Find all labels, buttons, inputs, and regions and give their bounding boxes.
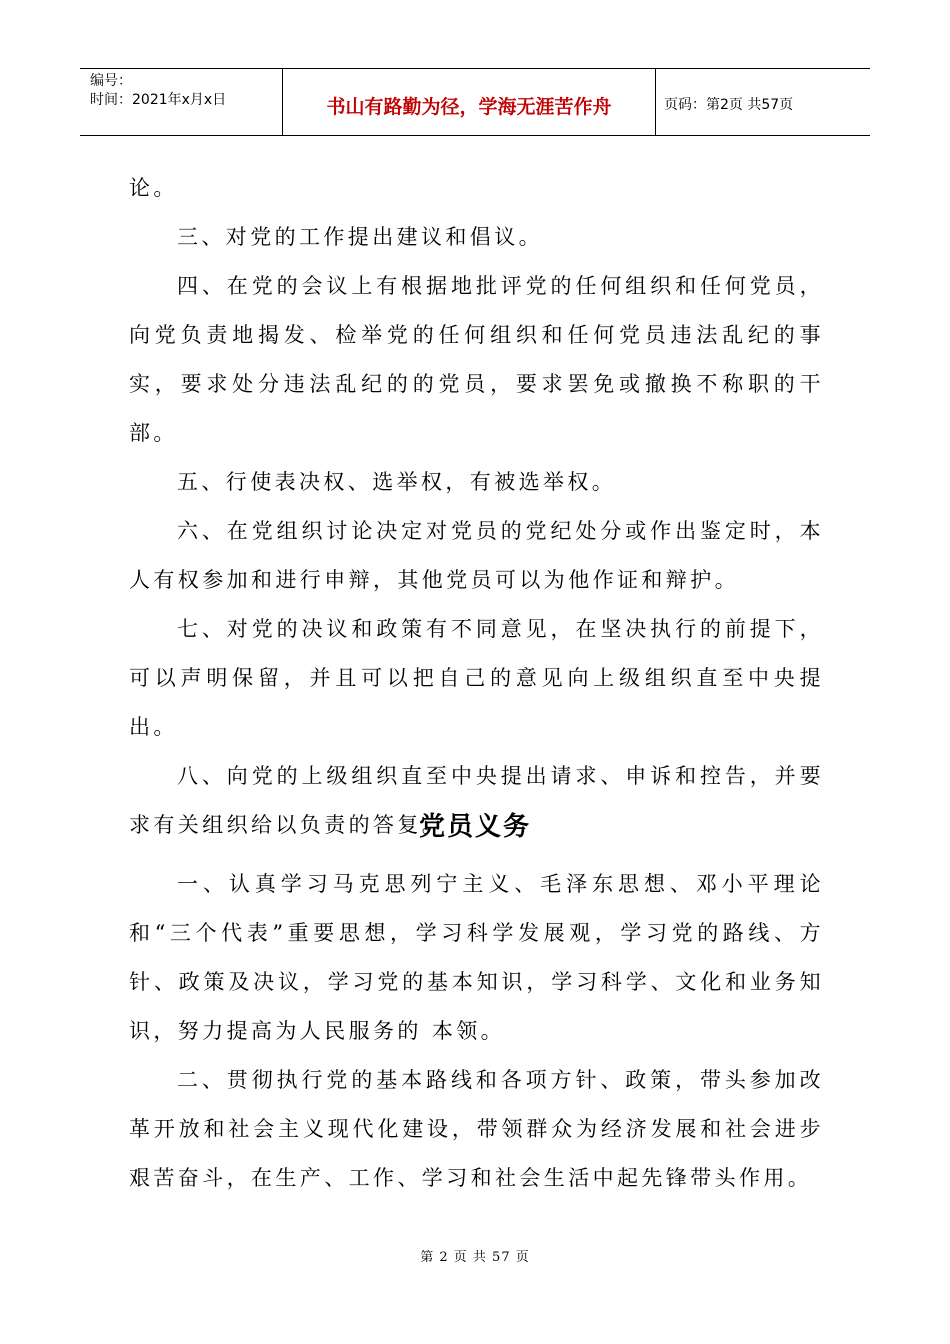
paragraph: 六、在党组织讨论决定对党员的党纪处分或作出鉴定时，本人有权参加和进行申辩，其他党员可以为他作证和辩护。: [129, 519, 824, 592]
time-label: 时间：2021年x月x日: [90, 92, 227, 108]
paragraph: 七、对党的决议和政策有不同意见，在坚决执行的前提下，可以声明保留，并且可以把自己的意见向上级组织直至中央提出。: [129, 617, 824, 739]
continuation-text: 论。: [129, 176, 178, 200]
duties-section: [129, 860, 824, 1203]
header-page-info: 页码：第2页 共57页: [664, 97, 794, 113]
section-title: 党员义务: [418, 812, 531, 842]
paragraph: 三、对党的工作提出建议和倡议。: [177, 225, 543, 249]
paragraph: 二、贯彻执行党的基本路线和各项方针、政策，带头参加改革开放和社会主义现代化建设，带领群众为经济发展和社会进步艰苦奋斗，在生产、工作、学习和社会生活中起先锋带头作用。: [129, 1068, 824, 1190]
header-meta: [80, 69, 283, 135]
number-label: 编号：: [90, 73, 132, 89]
page-header: [80, 68, 870, 136]
paragraph: 八、向党的上级组织直至中央提出请求、申诉和控告，并要求有关组织给以负责的答复。: [129, 764, 824, 837]
page-footer: 第 2 页 共 57 页: [420, 1250, 530, 1265]
paragraph: 四、在党的会议上有根据地批评党的任何组织和任何党员，向党负责地揭发、检举党的任何组织和任何党员违法乱纪的事实，要求处分违法乱纪的的党员，要求罢免或撤换不称职的干部。: [129, 274, 824, 445]
header-motto: 书山有路勤为径，学海无涯苦作舟: [283, 69, 656, 135]
rights-section: [129, 164, 824, 850]
paragraph: 五、行使表决权、选举权，有被选举权。: [177, 470, 617, 494]
paragraph: 一、认真学习马克思列宁主义、毛泽东思想、邓小平理论和“三个代表”重要思想，学习科学发展观，学习党的路线、方针、政策及决议，学习党的基本知识，学习科学、文化和业务知识，努力提高为人民服务的 本领。: [129, 872, 824, 1043]
